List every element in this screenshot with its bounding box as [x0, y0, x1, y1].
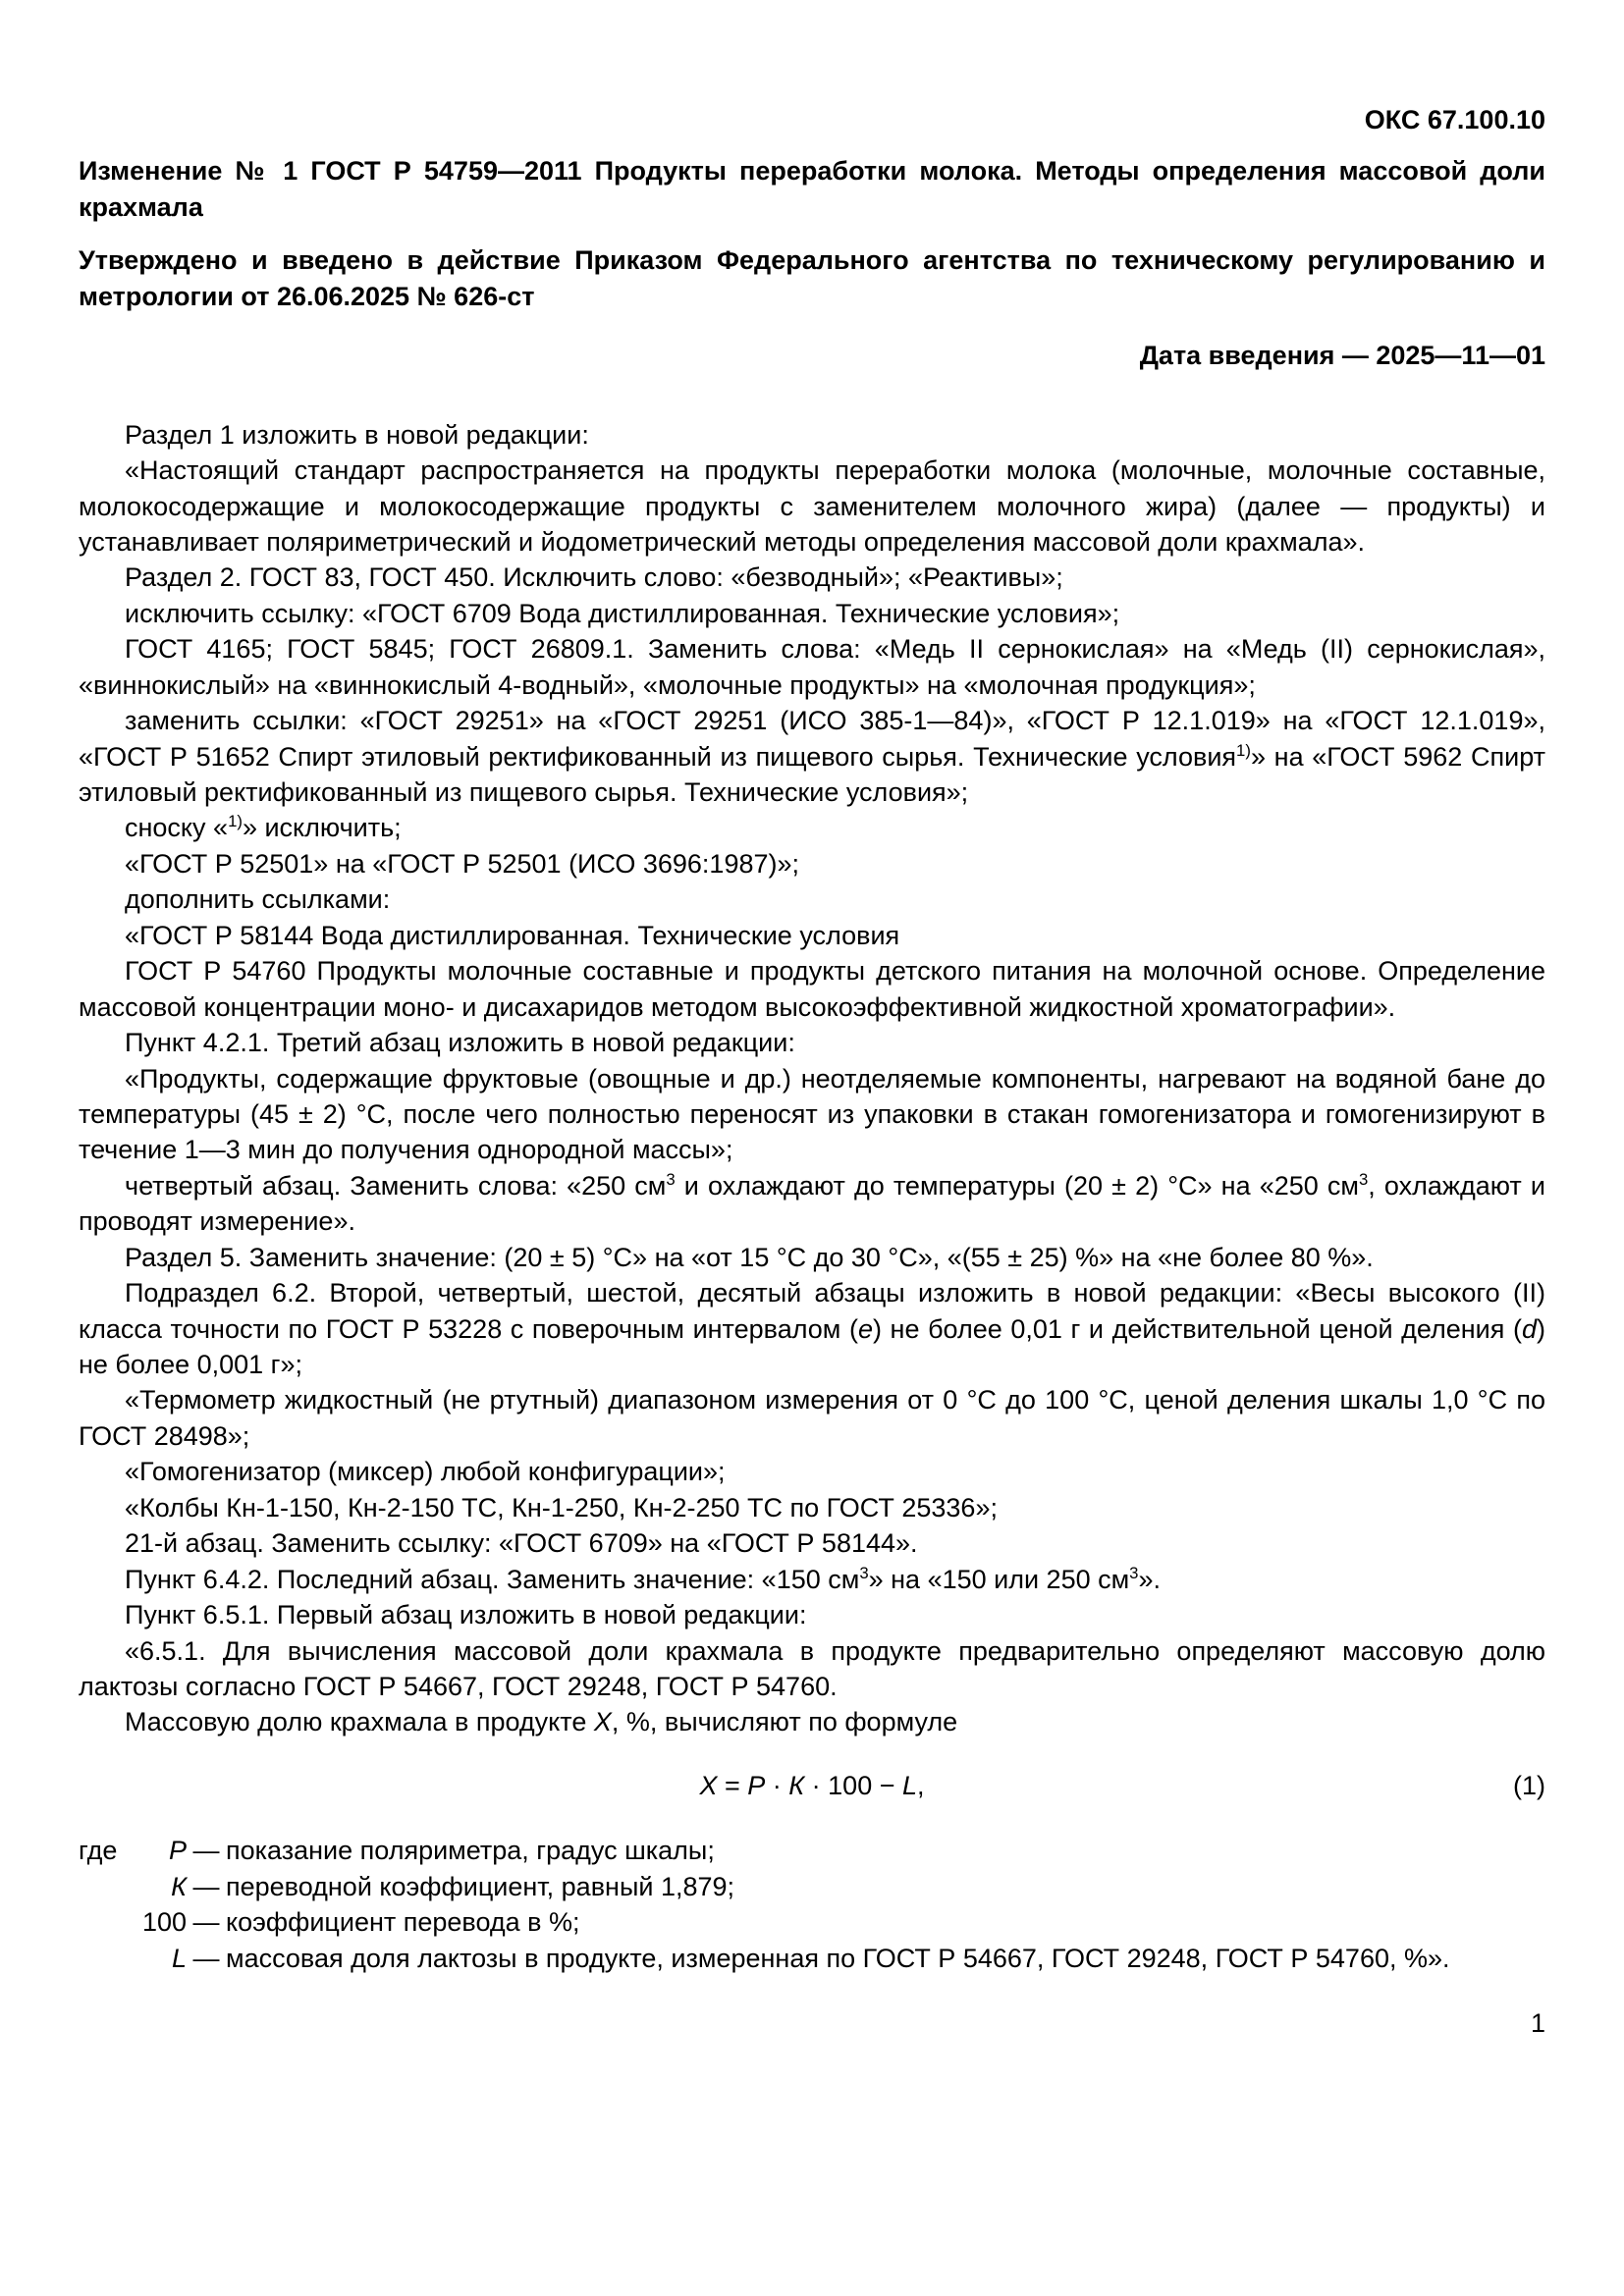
paragraph: «ГОСТ Р 52501» на «ГОСТ Р 52501 (ИСО 3696:1987)»; — [125, 848, 800, 879]
formula-number: (1) — [1513, 1770, 1545, 1800]
paragraph: заменить ссылки: «ГОСТ 29251» на «ГОСТ 29251 (ИСО 385-1—84)», «ГОСТ Р 12.1.019» на «ГОСТ 12.1.019», «ГОСТ Р 51652 Спирт этиловый ректификованный из пищевого сырья. Технические условия$^{1)}$» на «ГОСТ 5962 Спирт этиловый ректификованный из пищевого сырья. Технические условия»; — [79, 706, 1545, 807]
where-term: К — [171, 1871, 187, 1901]
paragraph: исключить ссылку: «ГОСТ 6709 Вода дистиллированная. Технические условия»; — [125, 598, 1120, 628]
where-definition: массовая доля лактозы в продукте, измеренная по ГОСТ Р 54667, ГОСТ 29248, ГОСТ Р 54760, %». — [226, 1943, 1450, 1973]
where-list — [79, 1833, 1545, 1976]
paragraph: «Гомогенизатор (миксер) любой конфигурации»; — [125, 1457, 726, 1487]
document-title: Изменение № 1 ГОСТ Р 54759—2011 Продукты переработки молока. Методы определения массовой доли крахмала — [79, 156, 1545, 222]
where-row — [79, 1941, 1545, 1976]
paragraph: «Колбы Кн-1-150, Кн-2-150 ТС, Кн-1-250, Кн-2-250 ТС по ГОСТ 25336»; — [125, 1492, 998, 1522]
paragraph: «Настоящий стандарт распространяется на продукты переработки молока (молочные, молочные составные, молокосодержащие и молокосодержащие продукты с заменителем молочного жира) (далее — продукты) и устанавливает поляриметрический и йодометрический методы определения массовой доли крахмала». — [79, 455, 1545, 557]
where-row — [79, 1904, 1545, 1940]
where-dash: — — [192, 1907, 220, 1938]
where-dash: — — [192, 1836, 220, 1866]
where-term: 100 — [141, 1907, 187, 1938]
where-definition: коэффициент перевода в %; — [226, 1907, 580, 1938]
approval-text: Утверждено и введено в действие Приказом Федерального агентства по техническому регулированию и метрологии от 26.06.2025 № 626-ст — [79, 245, 1545, 311]
where-row — [79, 1833, 1545, 1868]
paragraph: дополнить ссылками: — [125, 884, 391, 915]
where-definition: переводной коэффициент, равный 1,879; — [226, 1871, 735, 1901]
effective-date: Дата введения — 2025—11—01 — [1139, 341, 1545, 371]
paragraph: Пункт 6.5.1. Первый абзац изложить в новой редакции: — [125, 1600, 807, 1630]
paragraph: сноску «$^{1)}$» исключить; — [125, 812, 402, 843]
formula — [79, 1768, 1545, 1803]
paragraph: «ГОСТ Р 58144 Вода дистиллированная. Технические условия — [125, 920, 900, 950]
paragraph: Раздел 1 изложить в новой редакции: — [125, 419, 589, 450]
where-term: L — [171, 1943, 187, 1973]
paragraph: ГОСТ Р 54760 Продукты молочные составные и продукты детского питания на молочной основе. Определение массовой концентрации моно- и дисахаридов методом высокоэффективной жидкостной хроматографии». — [79, 956, 1545, 1022]
where-term: Р — [168, 1836, 187, 1866]
where-dash: — — [192, 1943, 220, 1973]
where-lead: где — [79, 1836, 118, 1866]
paragraph: Массовую долю крахмала в продукте X, %, вычисляют по формуле — [125, 1707, 958, 1737]
paragraph: Подраздел 6.2. Второй, четвертый, шестой, десятый абзацы изложить в новой редакции: «Весы высокого (II) класса точности по ГОСТ Р 53228 с поверочным интервалом (е) не более 0,01 г и действительной ценой деления (d) не более 0,001 г»; — [79, 1278, 1545, 1379]
paragraph: четвертый абзац. Заменить слова: «250 $см^3$ и охлаждают до температуры (20 ± 2) °С» на «250 $см^3$, охлаждают и проводят измерение». — [79, 1169, 1545, 1237]
paragraph: Раздел 2. ГОСТ 83, ГОСТ 450. Исключить слово: «безводный»; «Реактивы»; — [125, 562, 1063, 593]
formula-expression: X = P · К · 100 − L, — [699, 1770, 925, 1800]
paragraph: «Продукты, содержащие фруктовые (овощные и др.) неотделяемые компоненты, нагревают на водяной бане до температуры (45 ± 2) °С, после чего полностью переносят из упаковки в стакан гомогенизатора и гомогенизируют в течение 1—3 мин до получения однородной массы»; — [79, 1063, 1545, 1165]
paragraph: «6.5.1. Для вычисления массовой доли крахмала в продукте предварительно определяют массовую долю лактозы согласно ГОСТ Р 54667, ГОСТ 29248, ГОСТ Р 54760. — [79, 1635, 1545, 1701]
paragraph: 21-й абзац. Заменить ссылку: «ГОСТ 6709» на «ГОСТ Р 58144». — [125, 1528, 918, 1559]
where-row — [79, 1869, 1545, 1904]
oks-code: ОКС 67.100.10 — [1364, 105, 1545, 134]
paragraph: Раздел 5. Заменить значение: (20 ± 5) °С» на «от 15 °С до 30 °С», «(55 ± 25) %» на «не более 80 %». — [125, 1242, 1374, 1272]
paragraph: «Термометр жидкостный (не ртутный) диапазоном измерения от 0 °С до 100 °С, ценой деления шкалы 1,0 °С по ГОСТ 28498»; — [79, 1385, 1545, 1451]
paragraph: Пункт 4.2.1. Третий абзац изложить в новой редакции: — [125, 1028, 795, 1058]
paragraph: ГОСТ 4165; ГОСТ 5845; ГОСТ 26809.1. Заменить слова: «Медь II сернокислая» на «Медь (II) сернокислая», «виннокислый» на «виннокислый 4-водный», «молочные продукты» на «молочная продукция»; — [79, 634, 1545, 700]
paragraph: Пункт 6.4.2. Последний абзац. Заменить значение: «150 $см^3$» на «150 или 250 $см^3$». — [125, 1563, 1162, 1594]
where-dash: — — [192, 1871, 220, 1901]
page-number: 1 — [1530, 2008, 1545, 2038]
where-definition: показание поляриметра, градус шкалы; — [226, 1836, 715, 1866]
body-paragraphs — [79, 417, 1545, 1740]
